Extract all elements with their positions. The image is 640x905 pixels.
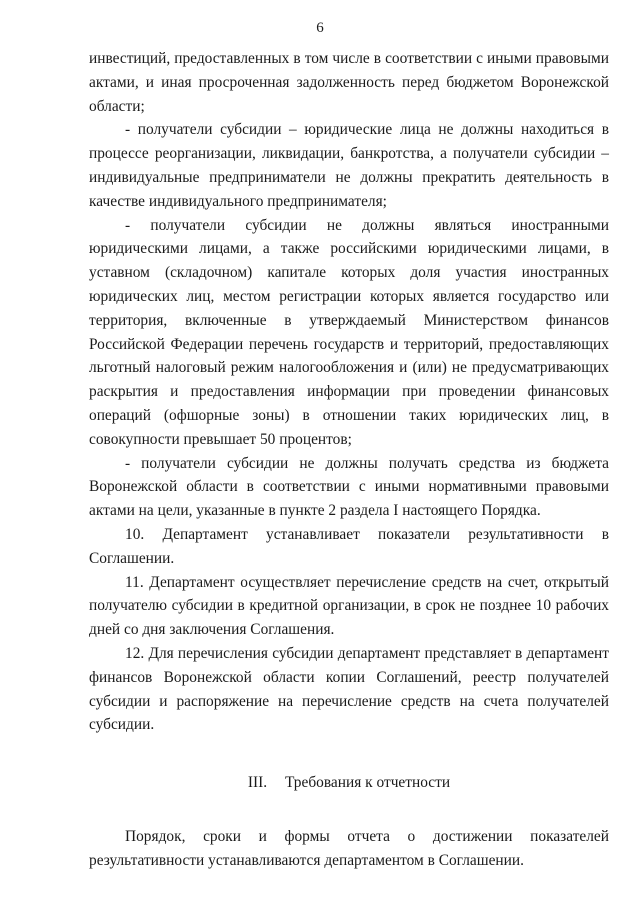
paragraph-item-11: 11. Департамент осуществляет перечисление средств на счет, открытый получателю субсидии в кредитной организации, в срок не позднее 10 рабочих дней со дня заключения Соглашения. (89, 573, 609, 639)
paragraph-continuation: инвестиций, предоставленных в том числе в соответствии с иными правовыми актами, и иная просроченная задолженность перед бюджетом Воронежской области; (89, 50, 609, 115)
section-heading (89, 771, 609, 795)
section-title: Требования к отчетности (284, 774, 451, 792)
paragraph-reorganization: - получатели субсидии – юридические лица не должны находиться в процессе реорганизации, ликвидации, банкротства, а получатели субсидии – индивидуальные предприниматели не должны прекратить деятельность в качестве индивидуального предпринимателя; (89, 121, 609, 210)
section-number: III. (247, 774, 268, 792)
paragraph-reporting: Порядок, сроки и формы отчета о достижении показателей результативности устанавливаются департаментом в Соглашении. (89, 827, 609, 869)
document-body (89, 47, 609, 873)
paragraph-item-10: 10. Департамент устанавливает показатели результативности в Соглашении. (89, 525, 609, 567)
paragraph-budget-funds: - получатели субсидии не должны получать средства из бюджета Воронежской области в соответствии с иными нормативными правовыми актами на цели, указанные в пункте 2 раздела I настоящего Порядка. (89, 454, 609, 520)
paragraph-item-12: 12. Для перечисления субсидии департамент представляет в департамент финансов Воронежской области копии Соглашений, реестр получателей субсидии и распоряжение на перечисление средств на счета получателей субсидии. (89, 644, 609, 734)
page-number: 6 (316, 20, 324, 36)
paragraph-foreign-entities: - получатели субсидии не должны являться иностранными юридическими лицами, а также российскими юридическими лицами, в уставном (складочном) капитале которых доля участия иностранных юридических лиц, местом регистрации которых является государство или территория, включенные в утверждаемый Министерством финансов Российской Федерации перечень государств и территорий, предоставляющих льготный налоговый режим налогообложения и (или) не предусматривающих раскрытия и предоставления информации при проведении финансовых операций (офшорные зоны) в отношении таких юридических лиц, в совокупности превышает 50 процентов; (89, 216, 609, 448)
